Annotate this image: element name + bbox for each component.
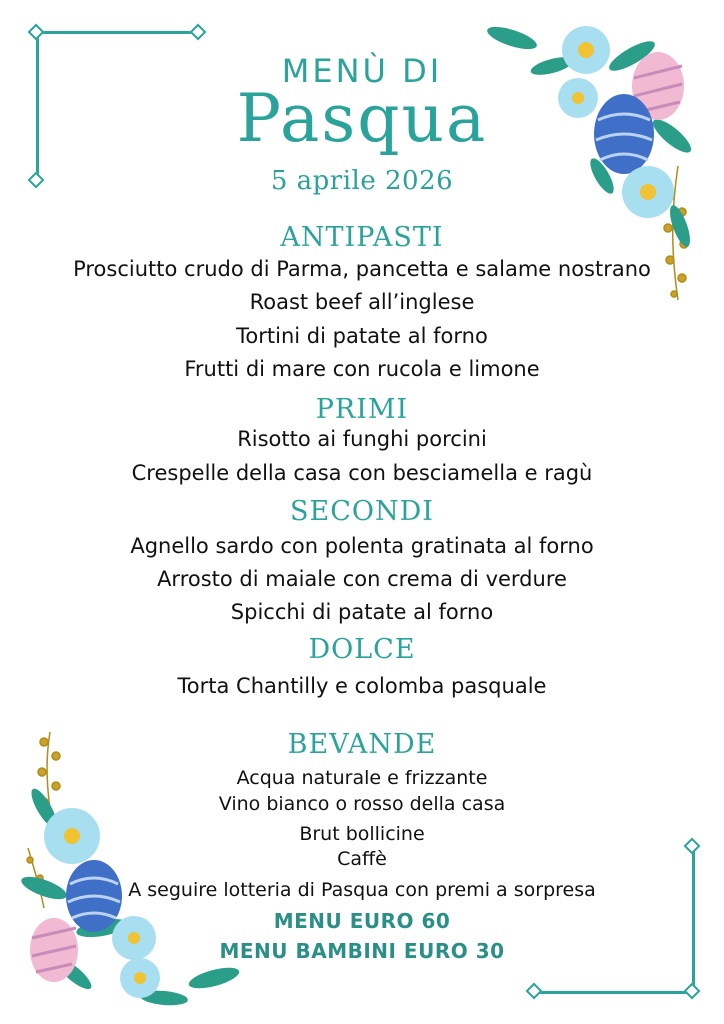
menu-item: Tortini di patate al forno: [236, 324, 488, 348]
section-heading-dolce: DOLCE: [308, 634, 416, 665]
page-title: Pasqua: [236, 80, 488, 157]
section-heading-bevande: BEVANDE: [287, 729, 437, 760]
menu-item: Agnello sardo con polenta gratinata al forno: [130, 534, 594, 558]
price-adult: MENU EURO 60: [273, 909, 451, 933]
menu-item: Roast beef all’inglese: [249, 290, 475, 314]
menu-date: 5 aprile 2026: [270, 166, 454, 196]
title-line-1: MENÙ DI: [281, 52, 443, 90]
menu-item: Spicchi di patate al forno: [230, 600, 494, 624]
menu-item: Caffè: [337, 848, 387, 870]
menu-item: Brut bollicine: [299, 823, 425, 845]
lottery-note: A seguire lotteria di Pasqua con premi a sorpresa: [128, 879, 596, 901]
section-heading-secondi: SECONDI: [290, 496, 434, 527]
section-heading-antipasti: ANTIPASTI: [280, 222, 444, 253]
menu-item: Acqua naturale e frizzante: [236, 767, 488, 789]
section-heading-primi: PRIMI: [315, 394, 409, 425]
menu-item: Crespelle della casa con besciamella e ragù: [131, 461, 593, 485]
menu-item: Torta Chantilly e colomba pasquale: [177, 674, 547, 698]
menu-item: Frutti di mare con rucola e limone: [184, 357, 540, 381]
menu-item: Arrosto di maiale con crema di verdure: [157, 567, 567, 591]
price-children: MENU BAMBINI EURO 30: [219, 939, 505, 963]
menu-item: Prosciutto crudo di Parma, pancetta e salame nostrano: [73, 257, 651, 281]
menu-item: Risotto ai funghi porcini: [237, 427, 487, 451]
menu-item: Vino bianco o rosso della casa: [218, 793, 506, 815]
